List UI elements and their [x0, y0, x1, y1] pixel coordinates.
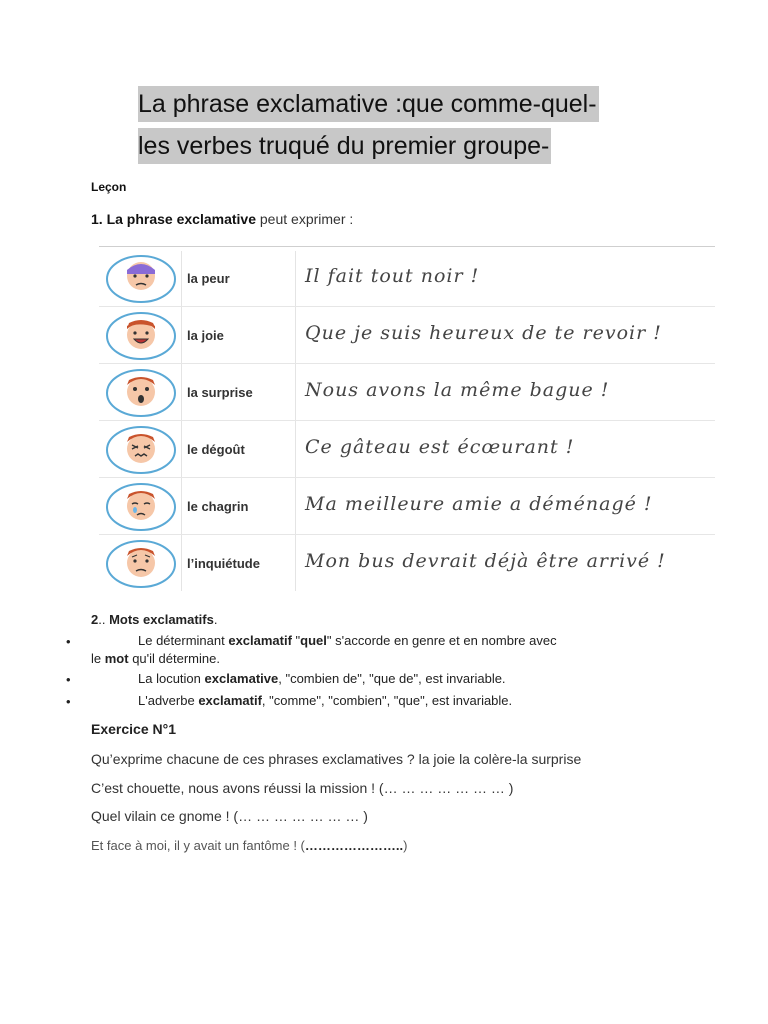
sentence-3-text: Et face à moi, il y avait un fantôme ! ( — [91, 838, 305, 853]
bullet-text: , "comme", "combien", "que", est invariable. — [261, 693, 513, 708]
row-divider — [99, 306, 715, 307]
table-row — [99, 422, 715, 477]
emotion-phrase: Que je suis heureux de te revoir ! — [305, 322, 662, 344]
bullet-marker: • — [66, 694, 71, 709]
table-row — [99, 536, 715, 591]
bullet-text: " s'accorde en genre et en nombre avec — [326, 633, 557, 648]
exercise-sentence-1: C’est chouette, nous avons réussi la mission ! (… … … … … … … ) — [91, 780, 514, 796]
table-row — [99, 251, 715, 306]
emotion-phrase: Nous avons la même bague ! — [305, 379, 610, 401]
bullet-marker: • — [66, 672, 71, 687]
bullet-text: le — [91, 651, 105, 666]
bullet-1-line-2 — [91, 651, 220, 666]
bullet-marker: • — [66, 634, 71, 649]
section-2-heading — [91, 612, 217, 627]
exercise-sentence-2: Quel vilain ce gnome ! (… … … … … … … ) — [91, 808, 368, 824]
emotion-phrase: Ma meilleure amie a déménagé ! — [305, 493, 653, 515]
bullet-text: , "combien de", "que de", est invariable. — [278, 671, 506, 686]
fear-face-icon — [99, 251, 181, 306]
bullet-3 — [138, 693, 512, 708]
emotion-phrase: Mon bus devrait déjà être arrivé ! — [305, 550, 666, 572]
bullet-text: " — [291, 633, 301, 648]
joy-face-icon — [99, 308, 181, 363]
section-2-number: 2 — [91, 612, 99, 627]
sadness-face-icon — [99, 479, 181, 534]
section-2-separator: .. — [98, 612, 110, 627]
section-1-rest: peut exprimer : — [256, 211, 354, 227]
exercise-sentence-3 — [91, 838, 407, 853]
lesson-label: Leçon — [91, 180, 127, 194]
bullet-1-line-1 — [138, 633, 557, 648]
section-2-title: Mots exclamatifs — [109, 612, 214, 627]
title-line-1: La phrase exclamative :que comme-quel- — [138, 86, 599, 122]
bullet-bold: quel — [300, 633, 327, 648]
emotion-label: l’inquiétude — [187, 556, 260, 571]
worry-face-icon — [99, 536, 181, 591]
surprise-face-icon — [99, 365, 181, 420]
bullet-bold: mot — [104, 651, 129, 666]
row-divider — [99, 363, 715, 364]
bullet-bold: exclamative — [204, 671, 279, 686]
table-row — [99, 365, 715, 420]
bullet-bold: exclamatif — [198, 693, 262, 708]
table-row — [99, 308, 715, 363]
emotion-phrase: Ce gâteau est écœurant ! — [305, 436, 575, 458]
section-1-heading — [91, 211, 353, 227]
emotion-label: la peur — [187, 271, 230, 286]
emotion-label: la surprise — [187, 385, 253, 400]
bullet-2 — [138, 671, 506, 686]
bullet-text: La locution — [138, 671, 205, 686]
document-title — [138, 86, 599, 164]
row-divider — [99, 477, 715, 478]
bullet-text: qu'il détermine. — [128, 651, 220, 666]
section-2-end: . — [213, 612, 218, 627]
emotion-phrase: Il fait tout noir ! — [305, 265, 480, 287]
emotion-label: le dégoût — [187, 442, 245, 457]
bullet-bold: exclamatif — [228, 633, 292, 648]
title-line-2: les verbes truqué du premier groupe- — [138, 128, 551, 164]
table-row — [99, 479, 715, 534]
emotion-label: la joie — [187, 328, 224, 343]
exercise-question: Qu’exprime chacune de ces phrases exclamatives ? la joie la colère-la surprise — [91, 751, 582, 767]
emotions-table — [99, 246, 715, 595]
row-divider — [99, 534, 715, 535]
disgust-face-icon — [99, 422, 181, 477]
section-1-bold: 1. La phrase exclamative — [91, 211, 256, 227]
exercise-title: Exercice N°1 — [91, 721, 176, 737]
bullet-text: Le déterminant — [138, 633, 229, 648]
emotion-label: le chagrin — [187, 499, 249, 514]
row-divider — [99, 420, 715, 421]
bullet-text: L'adverbe — [138, 693, 199, 708]
sentence-3-end: ) — [403, 838, 408, 853]
answer-blank: ………………….. — [304, 838, 404, 853]
